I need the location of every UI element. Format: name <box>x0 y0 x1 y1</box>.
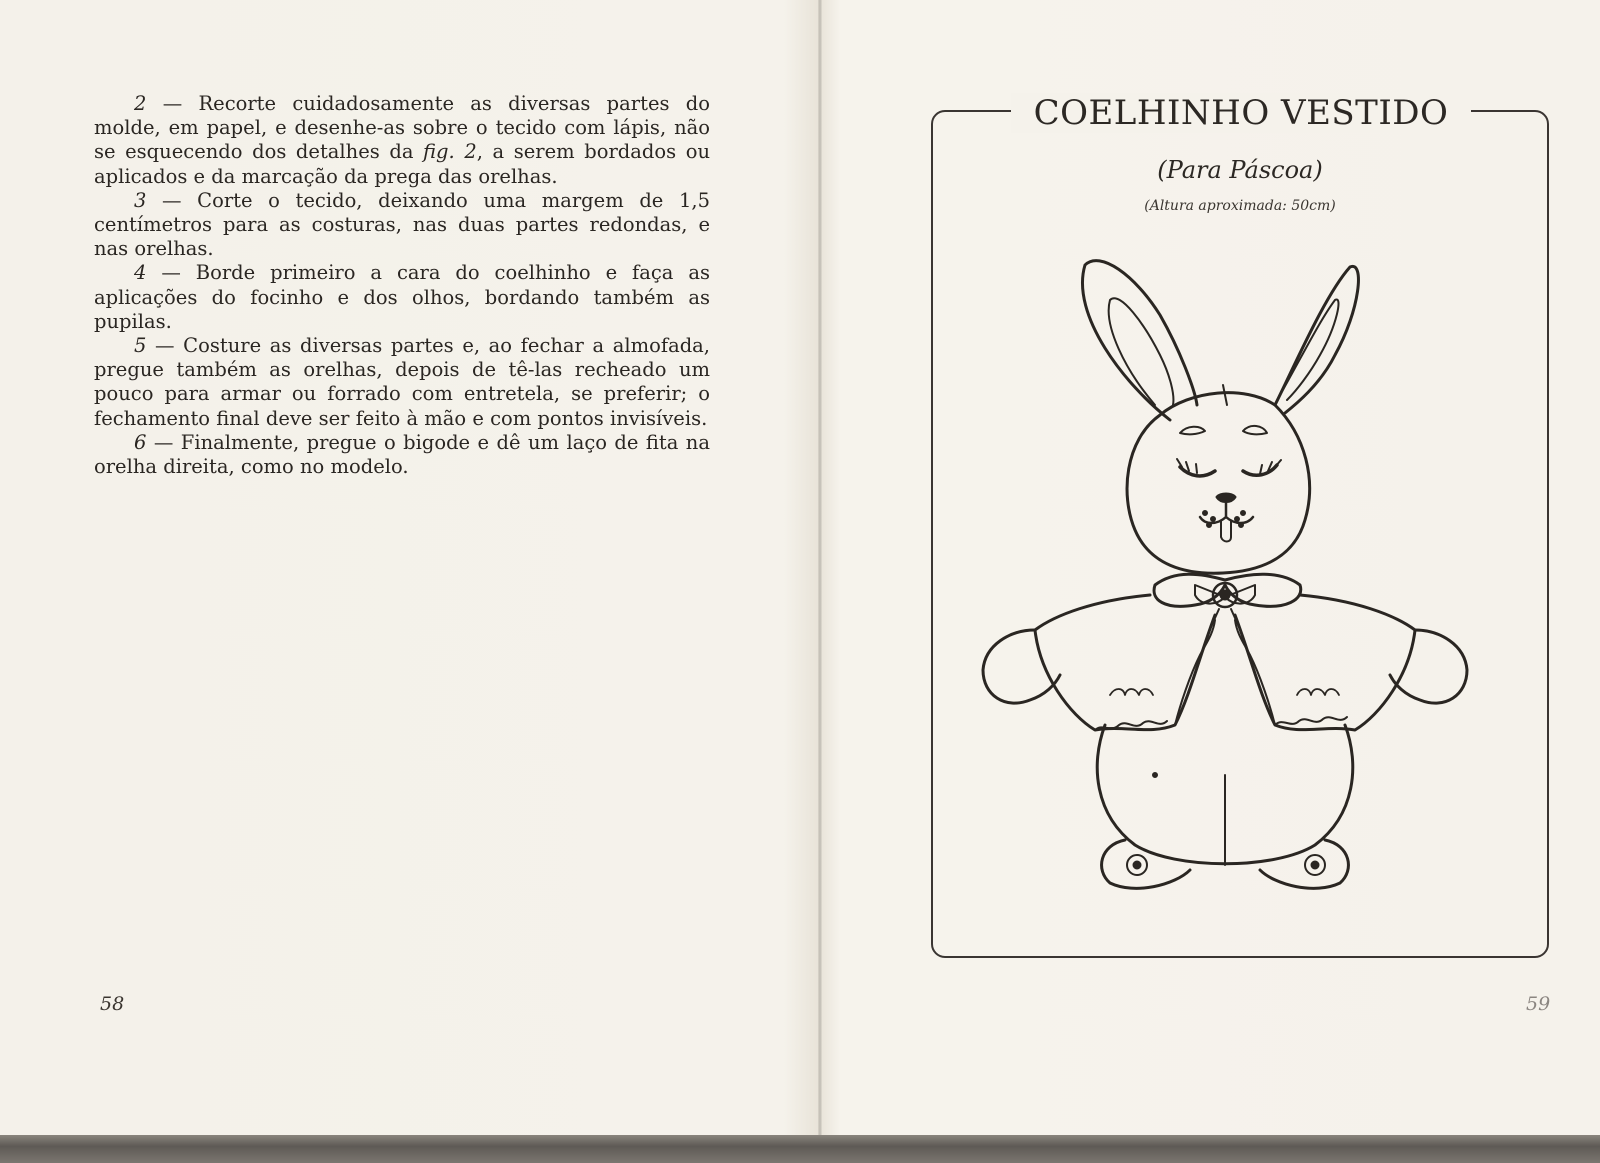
left-page-text <box>94 92 710 479</box>
paragraph-step-4: 4 — Borde primeiro a cara do coelhinho e faça as aplicações do focinho e dos olhos, bordando também as pupilas. <box>94 261 710 333</box>
book-gutter <box>818 0 822 1135</box>
paragraph-step-2: 2 — Recorte cuidadosamente as diversas partes do molde, em papel, e desenhe-as sobre o tecido com lápis, não se esquecendo dos detalhes da fig. 2, a serem bordados ou aplicados e da marcação da prega das orelhas. <box>94 92 711 188</box>
page-number-left: 58 <box>100 993 125 1015</box>
page-number-right: 59 <box>1526 993 1551 1015</box>
bunny-illustration <box>975 255 1495 915</box>
paragraph-step-3: 3 — Corte o tecido, deixando uma margem de 1,5 centímetros para as costuras, nas duas partes redondas, e nas orelhas. <box>94 188 710 261</box>
paragraph-step-5: 5 — Costure as diversas partes e, ao fechar a almofada, pregue também as orelhas, depois de tê-las recheado um pouco para armar ou forrado com entretela, se preferir; o fechamento final deve ser feito à mão e com pontos invisíveis. <box>94 334 710 430</box>
page-subtitle: (Para Páscoa) <box>1157 156 1323 184</box>
page-title: COELHINHO VESTIDO <box>1011 93 1471 133</box>
paragraph-step-6: 6 — Finalmente, pregue o bigode e dê um laço de fita na orelha direita, como no modelo. <box>94 430 710 479</box>
scanner-edge <box>0 1135 1600 1163</box>
height-caption: (Altura aproximada: 50cm) <box>1144 198 1336 214</box>
